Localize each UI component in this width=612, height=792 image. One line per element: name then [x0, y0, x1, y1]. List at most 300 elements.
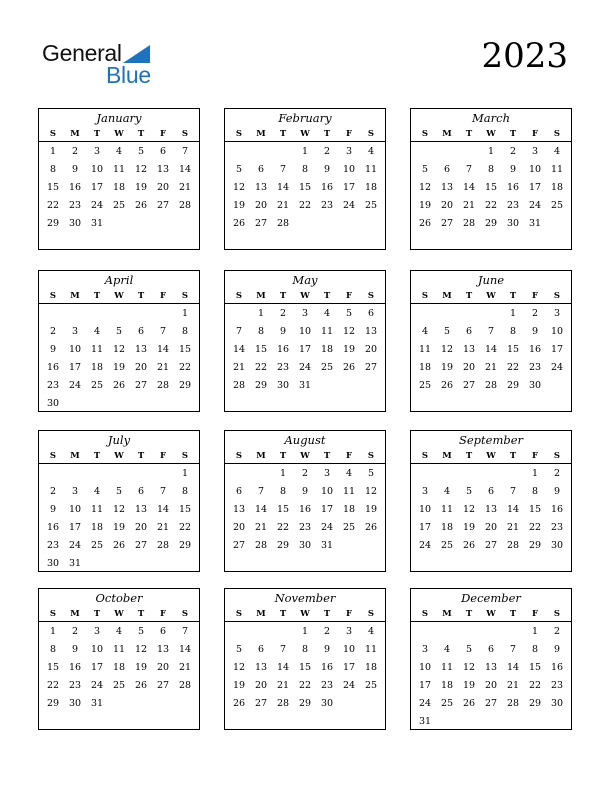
day-cell: 27 [254, 218, 268, 229]
day-cell: 16 [550, 504, 564, 515]
day-cell: 27 [232, 540, 246, 551]
day-cell: 26 [462, 540, 476, 551]
weekday-label: F [159, 291, 167, 301]
empty-day-cell [414, 465, 436, 483]
day-cell: 16 [506, 182, 520, 193]
day-cell: 2 [509, 146, 517, 157]
day-cell: 9 [323, 644, 331, 655]
day-cell: 1 [257, 308, 265, 319]
day-cell: 25 [440, 540, 454, 551]
day-cell: 10 [90, 644, 104, 655]
day-cell: 29 [276, 540, 290, 551]
weekday-header [225, 607, 385, 622]
day-cell: 27 [364, 362, 378, 373]
day-cell: 11 [364, 644, 378, 655]
weekday-label: S [181, 291, 189, 301]
day-cell: 12 [112, 344, 126, 355]
day-cell: 21 [156, 522, 170, 533]
weekday-label: T [279, 129, 287, 139]
day-cell: 27 [254, 698, 268, 709]
day-cell: 26 [440, 380, 454, 391]
weekday-header [225, 289, 385, 304]
day-grid [39, 464, 199, 573]
day-cell: 6 [159, 626, 167, 637]
day-cell: 1 [531, 468, 539, 479]
day-cell: 23 [320, 200, 334, 211]
weekday-label: T [93, 609, 101, 619]
day-cell: 26 [342, 362, 356, 373]
day-cell: 3 [301, 308, 309, 319]
day-cell: 2 [71, 626, 79, 637]
month-name: September [458, 433, 524, 447]
day-cell: 20 [484, 680, 498, 691]
day-cell: 7 [159, 326, 167, 337]
day-cell: 27 [440, 218, 454, 229]
day-cell: 17 [418, 522, 432, 533]
weekday-label: M [256, 451, 266, 461]
weekday-label: M [70, 129, 80, 139]
day-cell: 4 [421, 326, 429, 337]
day-cell: 24 [550, 362, 564, 373]
day-cell: 7 [279, 644, 287, 655]
day-cell: 15 [484, 182, 498, 193]
weekday-label: S [421, 451, 429, 461]
day-cell: 11 [440, 504, 454, 515]
day-cell: 2 [553, 468, 561, 479]
weekday-label: T [509, 609, 517, 619]
day-cell: 29 [178, 380, 192, 391]
empty-day-cell [502, 465, 524, 483]
day-cell: 14 [178, 164, 192, 175]
day-cell: 18 [440, 680, 454, 691]
day-cell: 1 [181, 308, 189, 319]
day-cell: 26 [232, 218, 246, 229]
day-cell: 17 [418, 680, 432, 691]
day-cell: 14 [276, 662, 290, 673]
weekday-label: F [159, 609, 167, 619]
empty-day-cell [64, 465, 86, 483]
day-cell: 13 [364, 326, 378, 337]
day-cell: 8 [509, 326, 517, 337]
empty-day-cell [480, 623, 502, 641]
day-cell: 16 [320, 662, 334, 673]
day-cell: 5 [137, 626, 145, 637]
day-cell: 11 [90, 344, 104, 355]
day-cell: 3 [421, 486, 429, 497]
day-cell: 4 [115, 626, 123, 637]
day-grid [411, 304, 571, 395]
day-cell: 1 [49, 626, 57, 637]
month-name: April [104, 273, 134, 287]
day-cell: 26 [364, 522, 378, 533]
day-cell: 21 [462, 200, 476, 211]
day-cell: 9 [71, 164, 79, 175]
day-cell: 19 [462, 680, 476, 691]
day-cell: 17 [528, 182, 542, 193]
weekday-label: F [531, 291, 539, 301]
day-cell: 19 [112, 522, 126, 533]
weekday-label: T [465, 291, 473, 301]
day-cell: 28 [156, 540, 170, 551]
day-cell: 25 [364, 200, 378, 211]
day-cell: 6 [235, 486, 243, 497]
weekday-label: S [367, 451, 375, 461]
day-cell: 8 [487, 164, 495, 175]
day-cell: 13 [134, 344, 148, 355]
weekday-label: F [159, 129, 167, 139]
day-cell: 3 [531, 146, 539, 157]
day-cell: 19 [112, 362, 126, 373]
empty-day-cell [130, 465, 152, 483]
day-cell: 29 [298, 698, 312, 709]
day-cell: 16 [276, 344, 290, 355]
day-cell: 20 [134, 522, 148, 533]
month-june [410, 270, 572, 412]
day-cell: 31 [528, 218, 542, 229]
month-july [38, 430, 200, 572]
weekday-label: S [421, 291, 429, 301]
day-cell: 9 [531, 326, 539, 337]
empty-day-cell [480, 465, 502, 483]
day-cell: 18 [550, 182, 564, 193]
day-cell: 6 [257, 164, 265, 175]
weekday-label: S [235, 451, 243, 461]
day-cell: 4 [367, 626, 375, 637]
day-cell: 24 [320, 522, 334, 533]
day-cell: 25 [112, 200, 126, 211]
weekday-label: T [93, 129, 101, 139]
day-cell: 25 [440, 698, 454, 709]
day-cell: 5 [345, 308, 353, 319]
day-cell: 2 [531, 308, 539, 319]
day-cell: 20 [462, 362, 476, 373]
day-cell: 26 [462, 698, 476, 709]
empty-day-cell [86, 305, 108, 323]
day-cell: 28 [232, 380, 246, 391]
day-cell: 20 [254, 200, 268, 211]
month-name: August [284, 433, 326, 447]
day-cell: 24 [68, 540, 82, 551]
day-cell: 15 [528, 504, 542, 515]
day-cell: 18 [418, 362, 432, 373]
day-cell: 31 [418, 716, 432, 727]
weekday-label: S [49, 291, 57, 301]
day-cell: 30 [68, 218, 82, 229]
weekday-label: S [235, 609, 243, 619]
day-cell: 9 [49, 504, 57, 515]
day-cell: 25 [90, 540, 104, 551]
weekday-label: T [465, 129, 473, 139]
day-cell: 22 [484, 200, 498, 211]
weekday-label: T [509, 129, 517, 139]
day-grid [39, 304, 199, 413]
day-cell: 24 [68, 380, 82, 391]
month-march [410, 108, 572, 250]
day-cell: 28 [506, 540, 520, 551]
day-cell: 7 [487, 326, 495, 337]
day-cell: 12 [134, 644, 148, 655]
day-cell: 2 [301, 468, 309, 479]
day-cell: 14 [178, 644, 192, 655]
weekday-label: T [137, 129, 145, 139]
day-cell: 28 [276, 698, 290, 709]
day-cell: 10 [90, 164, 104, 175]
day-cell: 21 [232, 362, 246, 373]
day-cell: 28 [178, 200, 192, 211]
day-cell: 4 [93, 326, 101, 337]
day-cell: 7 [509, 644, 517, 655]
empty-day-cell [414, 305, 436, 323]
day-cell: 28 [462, 218, 476, 229]
day-grid [225, 464, 385, 555]
day-cell: 1 [49, 146, 57, 157]
weekday-label: W [486, 129, 496, 139]
weekday-label: W [300, 129, 310, 139]
weekday-label: S [49, 129, 57, 139]
day-cell: 24 [528, 200, 542, 211]
weekday-label: S [367, 129, 375, 139]
day-cell: 4 [553, 146, 561, 157]
day-cell: 9 [323, 164, 331, 175]
day-cell: 1 [509, 308, 517, 319]
day-cell: 5 [443, 326, 451, 337]
day-cell: 27 [484, 540, 498, 551]
weekday-label: S [553, 609, 561, 619]
weekday-label: T [93, 451, 101, 461]
day-cell: 8 [257, 326, 265, 337]
day-cell: 13 [156, 644, 170, 655]
day-cell: 15 [298, 182, 312, 193]
day-cell: 25 [342, 522, 356, 533]
day-cell: 20 [254, 680, 268, 691]
day-cell: 25 [90, 380, 104, 391]
weekday-label: M [256, 609, 266, 619]
empty-day-cell [250, 623, 272, 641]
day-cell: 8 [181, 486, 189, 497]
day-cell: 18 [342, 504, 356, 515]
logo-word-general: General [42, 40, 122, 66]
day-cell: 14 [232, 344, 246, 355]
weekday-label: T [137, 609, 145, 619]
day-grid [411, 464, 571, 555]
day-cell: 17 [342, 662, 356, 673]
day-cell: 20 [364, 344, 378, 355]
weekday-label: T [465, 609, 473, 619]
month-name: May [292, 273, 318, 287]
weekday-label: F [531, 451, 539, 461]
weekday-label: F [159, 451, 167, 461]
day-cell: 14 [276, 182, 290, 193]
day-cell: 23 [46, 540, 60, 551]
day-cell: 9 [279, 326, 287, 337]
day-cell: 20 [484, 522, 498, 533]
day-cell: 18 [364, 662, 378, 673]
day-cell: 28 [276, 218, 290, 229]
day-cell: 24 [90, 200, 104, 211]
day-cell: 8 [49, 644, 57, 655]
day-cell: 21 [506, 680, 520, 691]
day-cell: 29 [506, 380, 520, 391]
day-cell: 6 [257, 644, 265, 655]
day-cell: 23 [68, 200, 82, 211]
day-cell: 9 [509, 164, 517, 175]
weekday-label: T [93, 291, 101, 301]
day-grid [411, 142, 571, 233]
empty-day-cell [64, 305, 86, 323]
day-cell: 8 [181, 326, 189, 337]
day-cell: 26 [112, 540, 126, 551]
day-cell: 3 [93, 146, 101, 157]
day-cell: 4 [443, 486, 451, 497]
day-cell: 28 [156, 380, 170, 391]
weekday-label: M [256, 291, 266, 301]
weekday-label: T [137, 291, 145, 301]
day-cell: 10 [342, 644, 356, 655]
day-cell: 17 [550, 344, 564, 355]
day-cell: 13 [462, 344, 476, 355]
day-cell: 3 [421, 644, 429, 655]
day-cell: 3 [345, 626, 353, 637]
day-cell: 22 [178, 362, 192, 373]
day-cell: 24 [418, 698, 432, 709]
weekday-label: T [323, 291, 331, 301]
weekday-label: S [49, 609, 57, 619]
day-cell: 3 [71, 486, 79, 497]
day-cell: 12 [342, 326, 356, 337]
day-cell: 18 [112, 662, 126, 673]
day-cell: 31 [298, 380, 312, 391]
day-cell: 13 [254, 182, 268, 193]
day-grid [39, 622, 199, 713]
weekday-header [39, 289, 199, 304]
day-cell: 14 [156, 504, 170, 515]
day-cell: 6 [465, 326, 473, 337]
day-cell: 24 [418, 540, 432, 551]
day-cell: 3 [93, 626, 101, 637]
empty-day-cell [272, 143, 294, 161]
empty-day-cell [228, 623, 250, 641]
day-cell: 26 [134, 200, 148, 211]
weekday-label: M [442, 291, 452, 301]
empty-day-cell [502, 623, 524, 641]
day-cell: 23 [320, 680, 334, 691]
empty-day-cell [228, 143, 250, 161]
day-cell: 22 [46, 200, 60, 211]
day-cell: 28 [178, 680, 192, 691]
day-cell: 22 [276, 522, 290, 533]
day-cell: 7 [257, 486, 265, 497]
day-cell: 22 [298, 200, 312, 211]
weekday-label: M [70, 609, 80, 619]
day-cell: 21 [484, 362, 498, 373]
day-cell: 23 [550, 522, 564, 533]
day-cell: 20 [156, 182, 170, 193]
day-cell: 15 [178, 504, 192, 515]
weekday-label: M [70, 291, 80, 301]
day-cell: 16 [320, 182, 334, 193]
day-cell: 10 [550, 326, 564, 337]
day-cell: 5 [421, 164, 429, 175]
day-cell: 17 [90, 662, 104, 673]
day-cell: 13 [440, 182, 454, 193]
day-cell: 9 [553, 644, 561, 655]
weekday-header [411, 127, 571, 142]
weekday-label: S [553, 291, 561, 301]
day-cell: 23 [276, 362, 290, 373]
weekday-header [411, 449, 571, 464]
day-cell: 12 [232, 662, 246, 673]
day-grid [225, 304, 385, 395]
day-cell: 31 [320, 540, 334, 551]
day-cell: 10 [418, 662, 432, 673]
day-cell: 29 [254, 380, 268, 391]
month-name: July [107, 433, 131, 447]
weekday-label: S [235, 291, 243, 301]
day-cell: 19 [418, 200, 432, 211]
day-cell: 27 [134, 540, 148, 551]
weekday-label: T [137, 451, 145, 461]
month-may [224, 270, 386, 412]
day-cell: 30 [320, 698, 334, 709]
weekday-header [39, 449, 199, 464]
day-cell: 25 [112, 680, 126, 691]
weekday-label: W [300, 291, 310, 301]
empty-day-cell [272, 623, 294, 641]
day-cell: 11 [90, 504, 104, 515]
day-cell: 4 [345, 468, 353, 479]
empty-day-cell [152, 305, 174, 323]
day-cell: 24 [90, 680, 104, 691]
day-cell: 18 [112, 182, 126, 193]
day-cell: 17 [320, 504, 334, 515]
day-cell: 21 [156, 362, 170, 373]
day-cell: 1 [487, 146, 495, 157]
weekday-header [39, 127, 199, 142]
month-name: June [477, 273, 505, 287]
day-cell: 24 [342, 200, 356, 211]
empty-day-cell [42, 465, 64, 483]
day-cell: 5 [465, 486, 473, 497]
empty-day-cell [436, 465, 458, 483]
day-cell: 25 [550, 200, 564, 211]
day-cell: 4 [115, 146, 123, 157]
day-cell: 11 [320, 326, 334, 337]
day-cell: 23 [46, 380, 60, 391]
weekday-label: T [279, 291, 287, 301]
day-cell: 27 [462, 380, 476, 391]
empty-day-cell [458, 623, 480, 641]
day-cell: 1 [301, 626, 309, 637]
empty-day-cell [250, 143, 272, 161]
day-cell: 4 [443, 644, 451, 655]
day-cell: 9 [553, 486, 561, 497]
day-cell: 26 [112, 380, 126, 391]
day-cell: 5 [137, 146, 145, 157]
month-october [38, 588, 200, 730]
day-cell: 20 [440, 200, 454, 211]
weekday-label: F [531, 129, 539, 139]
day-cell: 9 [301, 486, 309, 497]
day-cell: 10 [68, 504, 82, 515]
day-cell: 6 [487, 644, 495, 655]
day-cell: 12 [134, 164, 148, 175]
weekday-label: T [509, 291, 517, 301]
day-cell: 10 [342, 164, 356, 175]
day-cell: 13 [254, 662, 268, 673]
empty-day-cell [480, 305, 502, 323]
day-cell: 21 [506, 522, 520, 533]
day-cell: 19 [232, 680, 246, 691]
